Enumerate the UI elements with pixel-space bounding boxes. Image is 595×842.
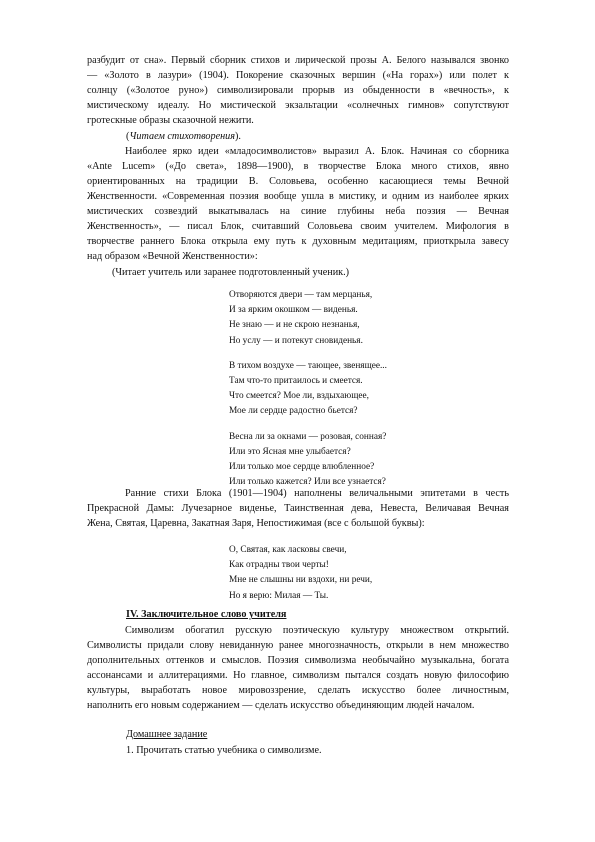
text-line: мистическому идеалу. Но мистической экзальтации «солнечных гимнов» сопутствуют	[87, 100, 509, 111]
paren-open: (	[126, 131, 130, 142]
text-line: Ранние стихи Блока (1901—1904) наполнены величальными эпитетами в честь	[125, 488, 509, 499]
reading-instruction	[126, 129, 509, 144]
poem-line: И за ярким окошком — виденья.	[229, 305, 358, 316]
reader-note	[112, 265, 509, 280]
text-line: культуры, выработать новое мировоззрение, сделать искусство более личностным,	[87, 685, 509, 696]
text-line: над образом «Вечной Женственности»:	[87, 251, 258, 262]
paragraph-early-blok	[87, 486, 509, 531]
instruction-italic: Читаем стихотворения	[129, 131, 235, 142]
poem-line: Или это Ясная мне улыбается?	[229, 446, 351, 457]
text-line: — «Золото в лазури» (1904). Покорение сказочных вершин («На горах») или полет к	[87, 70, 509, 81]
poem-line: Но услу — и потекут сновиденья.	[229, 335, 363, 346]
paragraph-intro-bely	[87, 53, 509, 128]
paragraph-blok	[87, 144, 509, 264]
reader-note-text: (Читает учитель или заранее подготовленный ученик.)	[112, 267, 350, 278]
poem-line: Весна ли за окнами — розовая, сонная?	[229, 431, 387, 442]
text-line: разбудит от сна». Первый сборник стихов и лирической прозы А. Белого назывался звонко	[87, 55, 509, 66]
text-line: ориентированных на традиции В. Соловьева, особенно касающиеся темы Вечной	[87, 176, 509, 187]
text-line: ассонансами и аллитерациями. Но главное, символизм пытался создать новую философию	[87, 670, 509, 681]
poem-line: О, Святая, как ласковы свечи,	[229, 545, 347, 555]
text-line: Женственность», — писал Блок, считавший Соловьева своим учителем. Мифология в	[87, 221, 509, 232]
poem-o-svyataya	[229, 543, 372, 604]
paren-close: ).	[234, 131, 241, 142]
homework-item: 1. Прочитать статью учебника о символизме.	[126, 745, 322, 756]
poem-line: Мое ли сердце радостно бьется?	[229, 406, 358, 417]
poem-stanza	[229, 430, 387, 491]
poem-line: Или только мое сердце влюбленное?	[229, 462, 375, 473]
text-line: Жена, Святая, Царевна, Закатная Заря, Непостижимая (все с большой буквы):	[87, 518, 425, 529]
poem-otvoryayutsya-dveri	[229, 288, 387, 500]
poem-line: Но я верю: Милая — Ты.	[229, 590, 329, 601]
text-line: дополнительных оттенков и смыслов. Поэзия символизма необычайно музыкальна, богата	[87, 655, 509, 666]
poem-stanza	[229, 359, 387, 420]
poem-stanza	[229, 288, 387, 349]
text-line: Символизм обогатил русскую поэтическую культуру множеством открытий.	[125, 625, 509, 636]
text-line: мистических созвездий выкатывалась на синие глубины неба поэзия — Вечная	[87, 206, 509, 217]
poem-line: Не знаю — и не скрою незнанья,	[229, 320, 360, 331]
poem-line: Мне не слышны ни вздохи, ни речи,	[229, 575, 373, 586]
poem-line: Или только кажется? Или все узнается?	[229, 477, 386, 488]
text-line: гротескные образы сказочной нежити.	[87, 115, 254, 126]
poem-line: Как отрадны твои черты!	[229, 560, 329, 571]
poem-line: В тихом воздухе — тающее, звенящее...	[229, 360, 387, 371]
poem-line: Что смеется? Мое ли, вздыхающее,	[229, 391, 369, 402]
text-line: «Ante Lucem» («До света», 1898—1900), в творчестве Блока много стихов, явно	[87, 161, 509, 172]
text-line: наполнить его новым содержанием — сделать искусство объединяющим людей началом.	[87, 700, 475, 711]
text-line: Символисты придали слову невиданную ранее многозначность, открыли в нем множество	[87, 640, 509, 651]
text-line: творчестве раннего Блока открыла ему путь к духовным медитациям, приоткрыла завесу	[87, 236, 509, 247]
section-heading-conclusion: IV. Заключительное слово учителя	[126, 609, 287, 620]
text-line: Наиболее ярко идеи «младосимволистов» выразил А. Блок. Начиная со сборника	[125, 146, 509, 157]
text-line: Женственности. «Современная поэзия вообще ушла в мистику, и одним из наиболее ярких	[87, 191, 509, 202]
text-line: солнцу («Золотое руно») символизировали прорыв из обыденности в «вечность», к	[87, 85, 509, 96]
paragraph-conclusion	[87, 623, 509, 713]
poem-line: Отворяются двери — там мерцанья,	[229, 290, 373, 300]
homework-heading: Домашнее задание	[126, 729, 208, 740]
text-line: Прекрасной Дамы: Лучезарное виденье, Таинственная дева, Невеста, Величавая Вечная	[87, 503, 509, 514]
poem-line: Там что-то притаилось и смеется.	[229, 376, 363, 387]
